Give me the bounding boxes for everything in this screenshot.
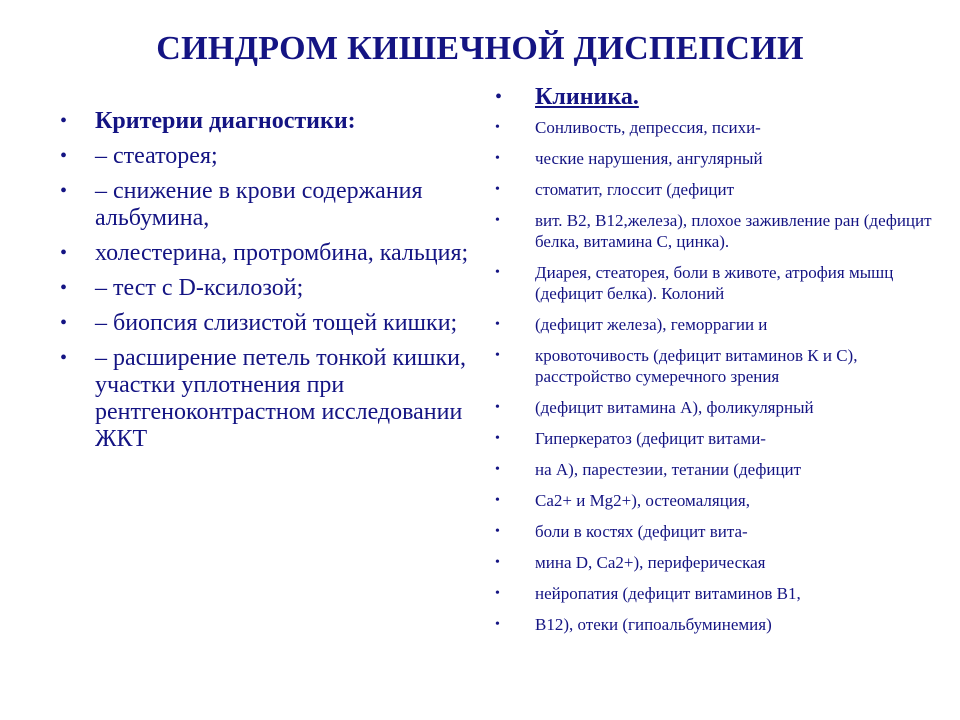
list-item (495, 314, 935, 335)
diagnostic-criteria-list (60, 108, 470, 461)
list-item (60, 240, 470, 267)
list-item-text: Сонливость, депрессия, психи- (535, 118, 761, 137)
list-item-text: (дефицит витамина А), фоликулярный (535, 398, 814, 417)
list-item (495, 428, 935, 449)
bullet-icon: • (495, 431, 500, 446)
bullet-icon: • (495, 348, 500, 363)
list-item (60, 275, 470, 302)
bullet-icon: • (495, 555, 500, 570)
list-item (495, 552, 935, 573)
list-item (60, 345, 470, 453)
list-item-text: нейропатия (дефицит витаминов В1, (535, 584, 801, 603)
bullet-icon: • (495, 182, 500, 197)
list-item (495, 397, 935, 418)
list-item-text: – биопсия слизистой тощей кишки; (95, 310, 458, 336)
list-item-text: – снижение в крови содержания альбумина, (95, 178, 423, 231)
list-item-text: – тест с D-ксилозой; (95, 275, 304, 301)
list-item-text: на А), парестезии, тетании (дефицит (535, 460, 802, 479)
list-item (495, 117, 935, 138)
list-item-text: мина D, Са2+), периферическая (535, 553, 766, 572)
list-item (495, 614, 935, 635)
list-item (60, 178, 470, 232)
list-item (495, 459, 935, 480)
list-item-text: (дефицит железа), геморрагии и (535, 315, 768, 334)
bullet-icon: • (60, 110, 68, 132)
list-item (495, 210, 935, 252)
bullet-icon: • (495, 400, 500, 415)
list-item-text: В12), отеки (гипоальбуминемия) (535, 615, 772, 634)
clinical-picture-heading-item (495, 84, 935, 110)
bullet-icon: • (495, 586, 500, 601)
list-item-text: боли в костях (дефицит вита- (535, 522, 748, 541)
list-item (495, 262, 935, 304)
bullet-icon: • (60, 242, 68, 264)
bullet-icon: • (495, 617, 500, 632)
list-item (60, 143, 470, 170)
list-item (495, 583, 935, 604)
list-item-text: кровоточивость (дефицит витаминов К и С), расстройство сумеречного зрения (535, 346, 858, 386)
bullet-icon: • (60, 277, 68, 299)
bullet-icon: • (60, 180, 68, 202)
list-item (495, 521, 935, 542)
list-item (495, 148, 935, 169)
slide-title: СИНДРОМ КИШЕЧНОЙ ДИСПЕПСИИ (156, 30, 804, 67)
clinical-picture-heading: Клиника. (535, 84, 639, 110)
bullet-icon: • (60, 347, 68, 369)
list-item-text: Гиперкератоз (дефицит витами- (535, 429, 766, 448)
bullet-icon: • (495, 317, 500, 332)
diagnostic-criteria-heading-item (60, 108, 470, 135)
bullet-icon: • (495, 151, 500, 166)
list-item-text: стоматит, глоссит (дефицит (535, 180, 735, 199)
bullet-icon: • (495, 86, 503, 108)
list-item-text: Диарея, стеаторея, боли в животе, атрофия мышц (дефицит белка). Колоний (535, 263, 894, 303)
list-item-text: вит. В2, В12,железа), плохое заживление ран (дефицит белка, витамина С, цинка). (535, 211, 932, 251)
list-item-text: холестерина, протромбина, кальция; (95, 240, 469, 266)
list-item-text: – расширение петель тонкой кишки, участки уплотнения при рентгеноконтрастном исследовании ЖКТ (95, 345, 466, 452)
bullet-icon: • (495, 120, 500, 135)
bullet-icon: • (495, 524, 500, 539)
bullet-icon: • (495, 462, 500, 477)
clinical-picture-list (495, 84, 935, 645)
bullet-icon: • (495, 213, 500, 228)
list-item-text: Са2+ и Мg2+), остеомаляция, (535, 491, 750, 510)
bullet-icon: • (495, 265, 500, 280)
bullet-icon: • (60, 145, 68, 167)
list-item (60, 310, 470, 337)
bullet-icon: • (495, 493, 500, 508)
list-item (495, 345, 935, 387)
diagnostic-criteria-heading: Критерии диагностики: (95, 108, 356, 134)
list-item (495, 490, 935, 511)
list-item-text: – стеаторея; (95, 143, 218, 169)
list-item (495, 179, 935, 200)
list-item-text: ческие нарушения, ангулярный (535, 149, 763, 168)
bullet-icon: • (60, 312, 68, 334)
